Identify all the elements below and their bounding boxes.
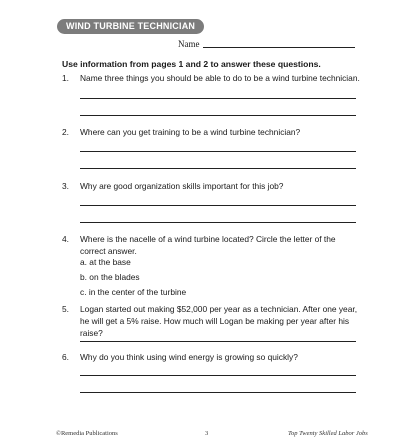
question-text: Why are good organization skills important for this job?: [80, 181, 284, 191]
question-text: Name three things you should be able to do to be a wind turbine technician.: [80, 73, 360, 83]
footer-book-title: Top Twenty Skilled Labor Jobs: [288, 430, 368, 437]
name-label: Name: [178, 39, 200, 49]
answer-line[interactable]: [80, 205, 356, 206]
option-b[interactable]: b. on the blades: [80, 272, 140, 282]
question-number: 5.: [62, 304, 69, 314]
answer-line[interactable]: [80, 168, 356, 169]
footer-publisher: ©Remedia Publications: [56, 430, 118, 437]
option-c[interactable]: c. in the center of the turbine: [80, 287, 187, 297]
instructions: Use information from pages 1 and 2 to answer these questions.: [62, 59, 321, 69]
question-number: 4.: [62, 234, 69, 244]
answer-line[interactable]: [80, 222, 356, 223]
answer-line[interactable]: [80, 98, 356, 99]
name-answer-line[interactable]: [203, 47, 355, 48]
footer-page-number: 3: [205, 430, 209, 437]
answer-line[interactable]: [80, 341, 356, 342]
answer-line[interactable]: [80, 115, 356, 116]
answer-line[interactable]: [80, 392, 356, 393]
question-text: Why do you think using wind energy is growing so quickly?: [80, 352, 298, 362]
option-a[interactable]: a. at the base: [80, 257, 131, 267]
question-number: 3.: [62, 181, 69, 191]
question-number: 2.: [62, 127, 69, 137]
question-number: 1.: [62, 73, 69, 83]
answer-line[interactable]: [80, 151, 356, 152]
question-text: Where can you get training to be a wind turbine technician?: [80, 127, 301, 137]
answer-line[interactable]: [80, 375, 356, 376]
question-number: 6.: [62, 352, 69, 362]
title-badge: WIND TURBINE TECHNICIAN: [57, 19, 204, 34]
question-text: Logan started out making $52,000 per year as a technician. After one year, he will get a 5% raise. How much will Logan be making per year after his raise?: [80, 304, 358, 338]
question-text: Where is the nacelle of a wind turbine located? Circle the letter of the correct answer.: [80, 234, 336, 256]
